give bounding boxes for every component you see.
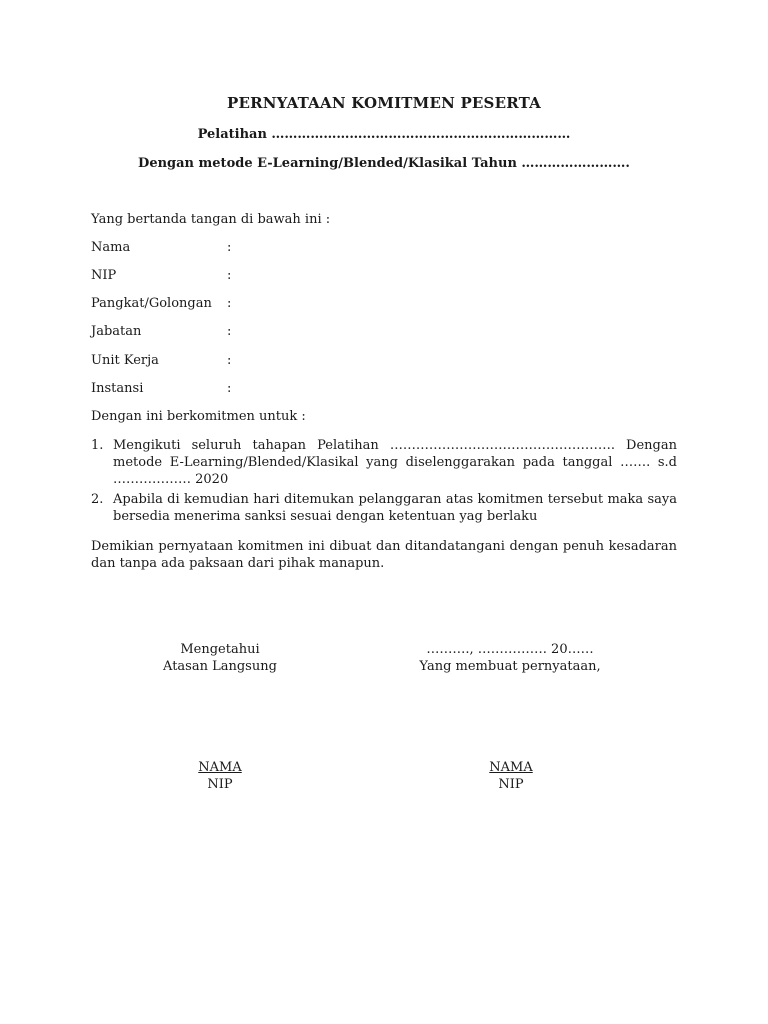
list-item-number: 1. <box>91 438 104 453</box>
signature-block-right <box>380 641 640 675</box>
signatory-right-name: NAMA <box>489 760 533 775</box>
signature-block-left <box>120 641 320 675</box>
method-subtitle: Dengan metode E-Learning/Blended/Klasikal Tahun ……………………. <box>138 156 630 171</box>
commitment-list <box>91 437 677 525</box>
field-label: NIP <box>91 268 117 283</box>
field-label: Instansi <box>91 381 144 396</box>
list-item-number: 2. <box>91 492 104 507</box>
field-nip <box>91 268 231 283</box>
field-pangkat-golongan <box>91 296 231 311</box>
signatory-right-nip: NIP <box>498 777 524 792</box>
field-separator: : <box>227 268 232 283</box>
training-subtitle: Pelatihan …………………………………………………………… <box>197 127 571 142</box>
commitment-intro: Dengan ini berkomitmen untuk : <box>91 409 306 424</box>
signatory-left <box>120 759 320 793</box>
sign-left-line1: Mengetahui <box>180 642 260 657</box>
signatory-left-nip: NIP <box>207 777 233 792</box>
field-separator: : <box>227 240 232 255</box>
list-item <box>91 491 677 525</box>
field-nama <box>91 240 231 255</box>
sign-left-line2: Atasan Langsung <box>163 659 277 674</box>
field-label: Jabatan <box>91 324 142 339</box>
intro-text: Yang bertanda tangan di bawah ini : <box>91 212 331 227</box>
field-separator: : <box>227 353 232 368</box>
field-separator: : <box>227 324 232 339</box>
field-instansi <box>91 381 231 396</box>
field-jabatan <box>91 324 231 339</box>
closing-paragraph: Demikian pernyataan komitmen ini dibuat dan ditandatangani dengan penuh kesadaran dan tanpa ada paksaan dari pihak manapun. <box>91 539 677 571</box>
signatory-right <box>411 759 611 793</box>
list-item <box>91 437 677 488</box>
sign-right-line2: Yang membuat pernyataan, <box>419 659 601 674</box>
field-separator: : <box>227 296 232 311</box>
document-title: PERNYATAAN KOMITMEN PESERTA <box>226 94 542 112</box>
sign-right-date: ………., ……………. 20…… <box>426 642 594 657</box>
list-item-text: Mengikuti seluruh tahapan Pelatihan ……………………………………………. Dengan metode E-Learning/Blended/Klasikal yang diselenggarakan pada tanggal ……. s.d ……………… 2020 <box>113 438 677 487</box>
signatory-left-name: NAMA <box>198 760 242 775</box>
field-label: Pangkat/Golongan <box>91 296 212 311</box>
list-item-text: Apabila di kemudian hari ditemukan pelanggaran atas komitmen tersebut maka saya bersedia menerima sanksi sesuai dengan ketentuan yag berlaku <box>113 492 677 524</box>
field-unit-kerja <box>91 353 231 368</box>
field-label: Unit Kerja <box>91 353 159 368</box>
field-label: Nama <box>91 240 131 255</box>
field-separator: : <box>227 381 232 396</box>
